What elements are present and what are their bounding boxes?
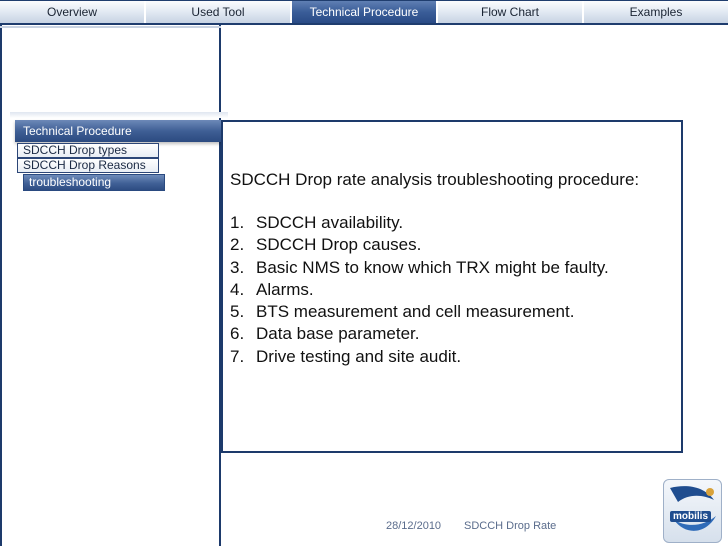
list-item: 1. SDCCH availability.: [230, 213, 404, 232]
list-item: 7. Drive testing and site audit.: [230, 346, 462, 366]
footer-title: SDCCH Drop Rate: [464, 520, 557, 532]
tab-flow-chart[interactable]: Flow Chart: [438, 1, 584, 23]
tab-technical-procedure[interactable]: Technical Procedure: [292, 1, 438, 23]
list-item: 6. Data base parameter.: [230, 324, 420, 344]
panel-divider: [0, 26, 221, 28]
sidebar-item-drop-reasons[interactable]: SDCCH Drop Reasons: [17, 158, 159, 173]
mobilis-logo-icon: [663, 479, 722, 543]
left-nav-panel: [0, 25, 221, 546]
procedure-list: [230, 212, 609, 368]
content-title: SDCCH Drop rate analysis troubleshooting procedure:: [230, 170, 640, 189]
list-item: 2. SDCCH Drop causes.: [230, 235, 422, 255]
tab-overview[interactable]: Overview: [0, 1, 146, 23]
sidebar-item-troubleshooting[interactable]: troubleshooting: [23, 174, 165, 191]
header-shadow: [10, 112, 228, 118]
tab-used-tool[interactable]: Used Tool: [146, 1, 292, 23]
list-item: 4. Alarms.: [230, 279, 314, 299]
list-item: 5. BTS measurement and cell measurement.: [230, 302, 575, 322]
list-item: 3. Basic NMS to know which TRX might be faulty.: [230, 257, 609, 277]
left-border: [0, 25, 2, 546]
sidebar-header: Technical Procedure: [15, 120, 222, 142]
top-tab-bar: [0, 0, 728, 25]
logo-text: mobilis: [670, 511, 711, 522]
tab-examples[interactable]: Examples: [584, 1, 728, 23]
footer-date: 28/12/2010: [386, 520, 442, 532]
sidebar-item-drop-types[interactable]: SDCCH Drop types: [17, 143, 159, 158]
